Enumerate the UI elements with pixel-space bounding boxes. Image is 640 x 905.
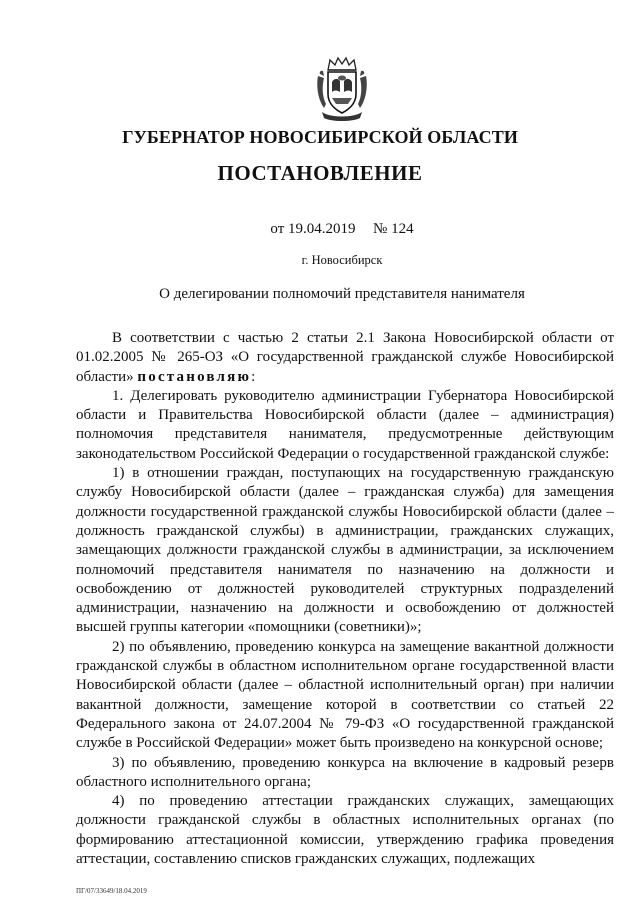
date-prefix: от bbox=[270, 221, 285, 237]
date-number-line bbox=[0, 221, 640, 238]
issue-city: г. Новосибирск bbox=[301, 253, 383, 267]
document-body bbox=[76, 329, 614, 869]
document-date: 19.04.2019 bbox=[288, 221, 356, 237]
resolve-colon: : bbox=[251, 368, 256, 385]
clause-paragraph: 4) по проведению аттестации гражданских служащих, замещающих должности гражданской службы в областных исполнительных органах (по формированию аттестационной комиссии, утверждению графика проведения аттестации, составлению списков гражданских служащих, подлежащих bbox=[76, 793, 614, 868]
preamble-text: В соответствии с частью 2 статьи 2.1 Закона Новосибирской области от 01.02.2005 № 265-ОЗ «О государственной гражданской службе Новосибирской области» bbox=[76, 330, 614, 385]
clause-paragraph: 3) по объявлению, проведению конкурса на включение в кадровый резерв областного исполнительного органа; bbox=[76, 754, 614, 790]
document-registration-code: ПГ/07/33649/18.04.2019 bbox=[76, 887, 147, 895]
clause-paragraph: 1. Делегировать руководителю администрации Губернатора Новосибирской области и Правительства Новосибирской области (далее – администрация) полномочия представителя нанимателя, предусмотренные действующим законодательством Российской Федерации о государственной гражданской службе: bbox=[76, 387, 614, 462]
coat-of-arms-graphic bbox=[314, 56, 370, 122]
preamble-paragraph bbox=[76, 329, 614, 387]
clause-paragraph: 2) по объявлению, проведению конкурса на замещение вакантной должности гражданской службы в областном исполнительном органе государственной власти Новосибирской области (далее – областной исполнительный орган) при наличии вакантной должности, замещение которой в соответствии со статьей 22 Федерального закона от 24.07.2004 № 79-ФЗ «О государственной гражданской службе в Российской Федерации» может быть произведено на конкурсной основе; bbox=[76, 638, 614, 752]
document-type-title: ПОСТАНОВЛЕНИЕ bbox=[217, 161, 423, 185]
coat-of-arms-icon bbox=[314, 56, 370, 122]
document-number: 124 bbox=[391, 221, 414, 237]
issuing-authority: ГУБЕРНАТОР НОВОСИБИРСКОЙ ОБЛАСТИ bbox=[122, 127, 518, 147]
number-sign: № bbox=[373, 221, 388, 237]
document-subject: О делегировании полномочий представителя нанимателя bbox=[159, 286, 525, 302]
resolve-word: постановляю bbox=[137, 368, 252, 385]
clause-paragraph: 1) в отношении граждан, поступающих на государственную гражданскую службу Новосибирской области (далее – гражданская служба) для замещения должности государственной гражданской службы Новосибирской области (далее – должность гражданской службы) в администрации, гражданских служащих, замещающих должности гражданской службы в администрации, за исключением полномочий представителя нанимателя по назначению на должности и освобождению от должностей руководителей структурных подразделений администрации, назначению на должности и освобождению от должностей высшей группы категории «помощники (советники)»; bbox=[76, 465, 614, 636]
